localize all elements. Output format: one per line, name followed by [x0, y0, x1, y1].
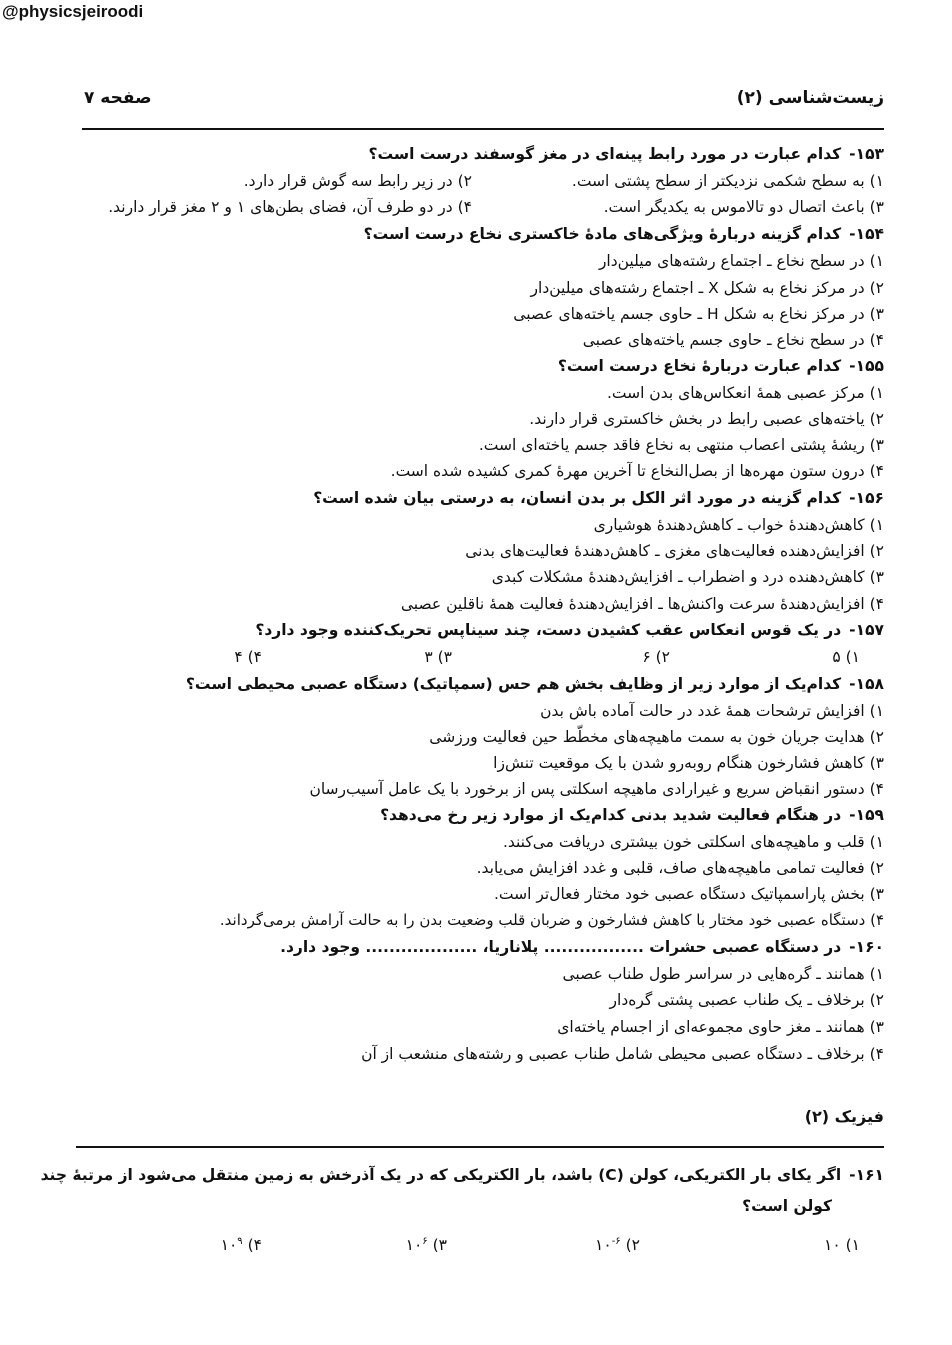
q156-option-1[interactable]: ۱) کاهش‌دهندهٔ خواب ـ کاهش‌دهندهٔ هوشیاری [593, 516, 884, 534]
q158-option-1[interactable]: ۱) افزایش ترشحات همهٔ غدد در حالت آماده باش بدن [540, 702, 884, 720]
q154-option-1[interactable]: ۱) در سطح نخاع ـ اجتماع رشته‌های میلین‌دار [598, 252, 884, 270]
q161-option-2[interactable] [595, 1236, 640, 1254]
q159-option-3[interactable]: ۳) بخش پاراسمپاتیک دستگاه عصبی خود مختار فعال‌تر است. [493, 885, 884, 903]
page-number: صفحه ۷ [84, 88, 152, 108]
q161-option-1[interactable] [824, 1236, 860, 1254]
q159-option-1[interactable]: ۱) قلب و ماهیچه‌های اسکلتی خون بیشتری دریافت می‌کنند. [502, 833, 884, 851]
q158-option-3[interactable]: ۳) کاهش فشارخون هنگام روبه‌رو شدن با یک موقعیت تنش‌زا [493, 754, 884, 772]
q153-option-4[interactable]: ۴) در دو طرف آن، فضای بطن‌های ۱ و ۲ مغز قرار دارند. [108, 198, 472, 216]
question-159: ۱۵۹-در هنگام فعالیت شدید بدنی کدام‌یک از موارد زیر رخ می‌دهد؟ [380, 806, 884, 824]
q154-option-3[interactable]: ۳) در مرکز نخاع به شکل H ـ حاوی جسم یاخته‌های عصبی [513, 305, 884, 323]
question-160: ۱۶۰-در دستگاه عصبی حشرات ................. پلاناریا، ................... وجود دارد. [280, 938, 884, 956]
q157-option-2[interactable]: ۲) ۶ [642, 648, 670, 666]
q157-option-4[interactable]: ۴) ۴ [234, 648, 262, 666]
q160-option-2[interactable]: ۲) برخلاف ـ یک طناب عصبی پشتی گره‌دار [609, 991, 884, 1009]
watermark: @physicsjeiroodi [2, 2, 144, 21]
q161-option-3-exponent: ۶ [422, 1236, 428, 1247]
q161-option-2-prefix: ۲) [625, 1236, 640, 1255]
q161-option-2-exponent: -۶ [611, 1236, 621, 1247]
q159-option-4[interactable]: ۴) دستگاه عصبی خود مختار با کاهش فشارخون و ضربان قلب وضعیت بدن را به حالت آرامش برمی‌گرداند. [219, 911, 884, 929]
question-161-continued: کولن است؟ [742, 1197, 832, 1215]
question-161: ۱۶۱-اگر یکای بار الکتریکی، کولن (C) باشد، بار الکتریکی که در یک آذرخش به زمین منتقل می‌شود از مرتبهٔ چند [40, 1166, 884, 1184]
physics-rule [76, 1146, 884, 1148]
q155-option-1[interactable]: ۱) مرکز عصبی همهٔ انعکاس‌های بدن است. [606, 384, 884, 402]
q155-option-2[interactable]: ۲) یاخته‌های عصبی رابط در بخش خاکستری قرار دارند. [529, 410, 884, 428]
q161-option-4-value: ۱۰ [220, 1236, 238, 1255]
q156-option-4[interactable]: ۴) افزایش‌دهندهٔ سرعت واکنش‌ها ـ افزایش‌دهندهٔ فعالیت همهٔ ناقلین عصبی [400, 595, 884, 613]
q153-option-2[interactable]: ۲) در زیر رابط سه گوش قرار دارد. [243, 172, 472, 190]
header-rule [82, 128, 884, 130]
q157-option-1[interactable]: ۱) ۵ [832, 648, 860, 666]
question-155: ۱۵۵-کدام عبارت دربارهٔ نخاع درست است؟ [557, 357, 884, 375]
q154-option-4[interactable]: ۴) در سطح نخاع ـ حاوی جسم یاخته‌های عصبی [582, 331, 884, 349]
physics-section-title: فیزیک (۲) [804, 1107, 884, 1126]
question-156: ۱۵۶-کدام گزینه در مورد اثر الکل بر بدن انسان، به درستی بیان شده است؟ [313, 489, 884, 507]
q161-option-3-value: ۱۰ [405, 1236, 423, 1255]
q156-option-2[interactable]: ۲) افزایش‌دهنده فعالیت‌های مغزی ـ کاهش‌دهندهٔ فعالیت‌های بدنی [465, 542, 884, 560]
q161-option-3[interactable] [406, 1236, 447, 1254]
q160-option-4[interactable]: ۴) برخلاف ـ دستگاه عصبی محیطی شامل طناب عصبی و رشته‌های منشعب از آن [361, 1045, 884, 1063]
q157-option-3[interactable]: ۳) ۳ [424, 648, 452, 666]
q161-option-4-prefix: ۴) [247, 1236, 262, 1255]
q161-option-3-prefix: ۳) [432, 1236, 447, 1255]
question-157: ۱۵۷-در یک قوس انعکاس عقب کشیدن دست، چند سیناپس تحریک‌کننده وجود دارد؟ [255, 621, 884, 639]
q154-option-2[interactable]: ۲) در مرکز نخاع به شکل X ـ اجتماع رشته‌های میلین‌دار [530, 279, 884, 297]
q160-option-3[interactable]: ۳) همانند ـ مغز حاوی مجموعه‌ای از اجسام یاخته‌ای [557, 1018, 884, 1036]
q156-option-3[interactable]: ۳) کاهش‌دهنده درد و اضطراب ـ افزایش‌دهندهٔ مشکلات کبدی [491, 568, 884, 586]
subject-title: زیست‌شناسی (۲) [736, 88, 884, 108]
q155-option-4[interactable]: ۴) درون ستون مهره‌ها از بصل‌النخاع تا آخرین مهرهٔ کمری کشیده شده است. [390, 462, 884, 480]
q159-option-2[interactable]: ۲) فعالیت تمامی ماهیچه‌های صاف، قلبی و غدد افزایش می‌یابد. [476, 859, 884, 877]
question-153: ۱۵۳-کدام عبارت در مورد رابط پینه‌ای در مغز گوسفند درست است؟ [368, 145, 884, 163]
q158-option-2[interactable]: ۲) هدایت جریان خون به سمت ماهیچه‌های مخطّط حین فعالیت ورزشی [429, 728, 884, 746]
q155-option-3[interactable]: ۳) ریشهٔ پشتی اعصاب منتهی به نخاع فاقد جسم یاخته‌ای است. [478, 436, 884, 454]
q161-option-1-prefix: ۱) [845, 1236, 860, 1254]
q153-option-3[interactable]: ۳) باعث اتصال دو تالاموس به یکدیگر است. [603, 198, 884, 216]
q160-option-1[interactable]: ۱) همانند ـ گره‌هایی در سراسر طول طناب عصبی [562, 965, 884, 983]
q158-option-4[interactable]: ۴) دستور انقباض سریع و غیرارادی ماهیچه اسکلتی پس از برخورد با یک عامل آسیب‌رسان [309, 780, 884, 798]
q161-option-2-value: ۱۰ [595, 1236, 612, 1255]
question-158: ۱۵۸-کدام‌یک از موارد زیر از وظایف بخش هم حس (سمپاتیک) دستگاه عصبی محیطی است؟ [185, 675, 884, 693]
q153-option-1[interactable]: ۱) به سطح شکمی نزدیکتر از سطح پشتی است. [571, 172, 884, 190]
question-154: ۱۵۴-کدام گزینه دربارهٔ ویژگی‌های مادهٔ خاکستری نخاع درست است؟ [363, 225, 884, 243]
q161-option-1-value: ۱۰ [824, 1236, 841, 1254]
q161-option-4-exponent: ۹ [237, 1236, 243, 1247]
q161-option-4[interactable] [221, 1236, 262, 1254]
